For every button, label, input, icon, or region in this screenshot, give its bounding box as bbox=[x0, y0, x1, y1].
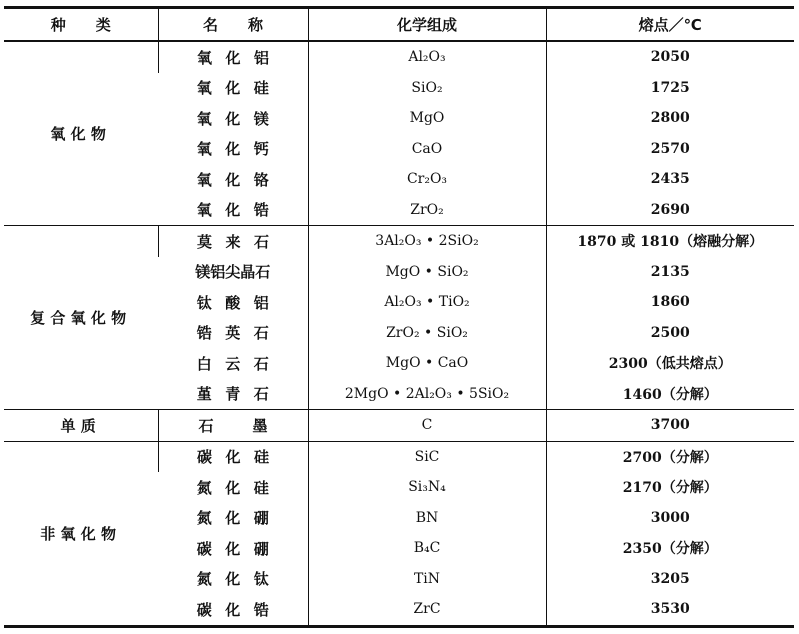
material-name bbox=[158, 287, 308, 318]
melting-point: 2300（低共熔点） bbox=[546, 348, 794, 379]
chemical-formula: B₄C bbox=[308, 533, 546, 564]
material-name bbox=[158, 410, 308, 442]
material-name bbox=[158, 472, 308, 503]
material-name-text: 钛酸铝 bbox=[196, 293, 283, 312]
melting-point: 1860 bbox=[546, 287, 794, 318]
material-name bbox=[158, 73, 308, 104]
chemical-formula: MgO • SiO₂ bbox=[308, 257, 546, 288]
material-name-text: 氧化钙 bbox=[196, 140, 283, 159]
header-composition: 化学组成 bbox=[308, 8, 546, 42]
material-name-text: 氧化铝 bbox=[196, 48, 283, 67]
material-name-text: 碳化硅 bbox=[196, 448, 283, 467]
material-name-text: 碳化硼 bbox=[196, 539, 283, 558]
chemical-formula: C bbox=[308, 410, 546, 442]
melting-point: 3205 bbox=[546, 564, 794, 595]
material-name bbox=[158, 533, 308, 564]
melting-point: 3000 bbox=[546, 503, 794, 534]
material-name-text: 锆英石 bbox=[196, 324, 283, 343]
table-row bbox=[4, 410, 794, 442]
melting-point: 1870 或 1810（熔融分解） bbox=[546, 226, 794, 257]
material-name bbox=[158, 318, 308, 349]
material-name bbox=[158, 348, 308, 379]
melting-point: 2500 bbox=[546, 318, 794, 349]
chemical-formula: 3Al₂O₃ • 2SiO₂ bbox=[308, 226, 546, 257]
material-name bbox=[158, 257, 308, 288]
material-name-text: 氧化镁 bbox=[196, 109, 283, 128]
melting-point: 1460（分解） bbox=[546, 379, 794, 410]
melting-point: 2570 bbox=[546, 134, 794, 165]
material-name-text: 镁铝尖晶石 bbox=[195, 263, 271, 282]
material-name-text: 石墨 bbox=[198, 416, 307, 435]
chemical-formula: SiO₂ bbox=[308, 73, 546, 104]
material-name bbox=[158, 41, 308, 73]
chemical-formula: MgO • CaO bbox=[308, 348, 546, 379]
melting-point: 2050 bbox=[546, 41, 794, 73]
melting-point: 2700（分解） bbox=[546, 441, 794, 472]
chemical-formula: BN bbox=[308, 503, 546, 534]
melting-point: 3530 bbox=[546, 594, 794, 626]
melting-point: 2435 bbox=[546, 164, 794, 195]
material-name bbox=[158, 503, 308, 534]
chemical-formula: Cr₂O₃ bbox=[308, 164, 546, 195]
material-name-text: 氧化硅 bbox=[196, 79, 283, 98]
chemical-formula: SiC bbox=[308, 441, 546, 472]
chemical-formula: Si₃N₄ bbox=[308, 472, 546, 503]
chemical-formula: Al₂O₃ bbox=[308, 41, 546, 73]
table-row bbox=[4, 226, 794, 257]
material-name-text: 堇青石 bbox=[196, 385, 283, 404]
melting-point: 2690 bbox=[546, 195, 794, 226]
material-name-text: 氧化铬 bbox=[196, 170, 283, 189]
header-name: 名 称 bbox=[158, 8, 308, 42]
category-cell: 非氧化物 bbox=[4, 441, 158, 626]
header-melting-point: 熔点／℃ bbox=[546, 8, 794, 42]
chemical-formula: MgO bbox=[308, 103, 546, 134]
chemical-formula: ZrO₂ bbox=[308, 195, 546, 226]
melting-point: 2170（分解） bbox=[546, 472, 794, 503]
melting-point: 2800 bbox=[546, 103, 794, 134]
melting-point: 3700 bbox=[546, 410, 794, 442]
table-body bbox=[4, 41, 794, 626]
material-name bbox=[158, 164, 308, 195]
material-name bbox=[158, 103, 308, 134]
table-row bbox=[4, 441, 794, 472]
table-row bbox=[4, 41, 794, 73]
category-cell: 复合氧化物 bbox=[4, 226, 158, 410]
header-category: 种 类 bbox=[4, 8, 158, 42]
material-name bbox=[158, 594, 308, 626]
material-name-text: 白云石 bbox=[196, 354, 283, 373]
chemical-formula: ZrO₂ • SiO₂ bbox=[308, 318, 546, 349]
material-name-text: 氮化钛 bbox=[196, 570, 283, 589]
material-name-text: 氮化硼 bbox=[196, 509, 283, 528]
chemical-formula: CaO bbox=[308, 134, 546, 165]
category-cell: 单质 bbox=[4, 410, 158, 442]
chemical-formula: Al₂O₃ • TiO₂ bbox=[308, 287, 546, 318]
material-name-text: 氮化硅 bbox=[196, 478, 283, 497]
material-name bbox=[158, 379, 308, 410]
material-name-text: 莫来石 bbox=[196, 232, 283, 251]
materials-table bbox=[4, 6, 794, 628]
melting-point: 2350（分解） bbox=[546, 533, 794, 564]
material-name bbox=[158, 134, 308, 165]
material-name bbox=[158, 195, 308, 226]
material-name-text: 碳化锆 bbox=[196, 600, 283, 619]
chemical-formula: 2MgO • 2Al₂O₃ • 5SiO₂ bbox=[308, 379, 546, 410]
material-name bbox=[158, 226, 308, 257]
chemical-formula: TiN bbox=[308, 564, 546, 595]
material-name bbox=[158, 564, 308, 595]
chemical-formula: ZrC bbox=[308, 594, 546, 626]
material-name-text: 氧化锆 bbox=[196, 201, 283, 220]
header-row bbox=[4, 8, 794, 42]
melting-point: 1725 bbox=[546, 73, 794, 104]
category-cell: 氧化物 bbox=[4, 41, 158, 226]
melting-point: 2135 bbox=[546, 257, 794, 288]
material-name bbox=[158, 441, 308, 472]
